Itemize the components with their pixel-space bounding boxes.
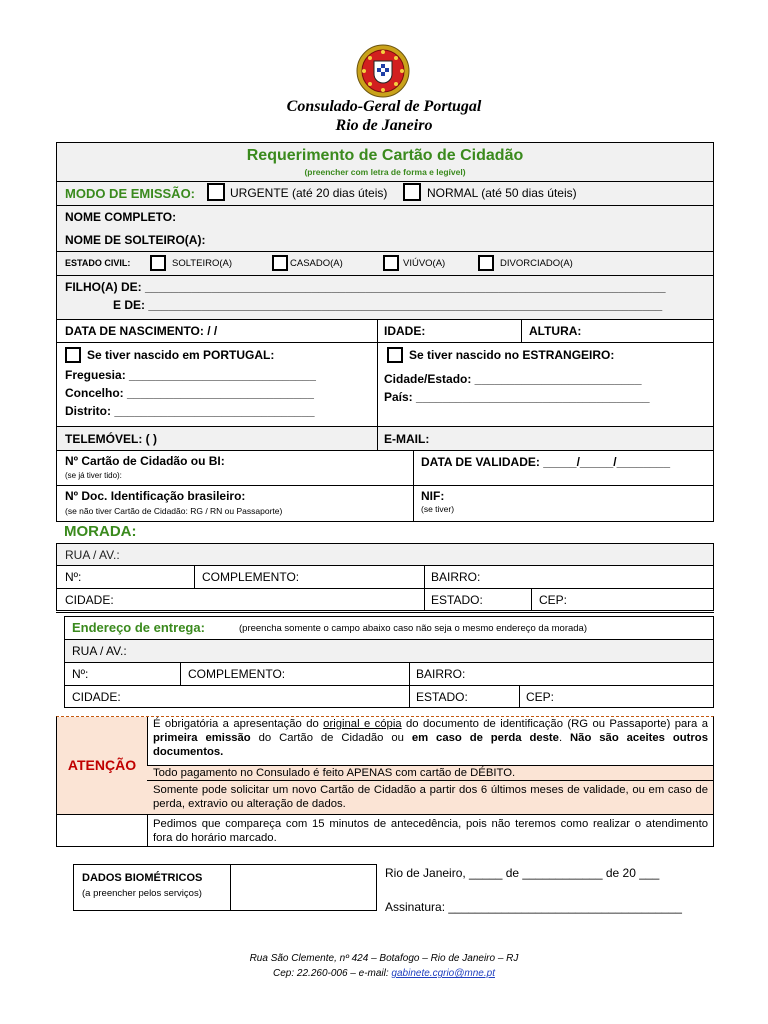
- footer-email-link[interactable]: gabinete.cgrio@mne.pt: [391, 968, 495, 979]
- nome-row: [57, 205, 713, 251]
- naturalidade-row: [57, 342, 713, 426]
- estrangeiro-label: Se tiver nascido no ESTRANGEIRO:: [409, 348, 615, 362]
- casado-label: CASADO(A): [290, 258, 343, 269]
- morada-bairro-label[interactable]: BAIRRO:: [431, 570, 481, 584]
- altura-label[interactable]: ALTURA:: [529, 324, 582, 338]
- atencao-p3: Somente pode solicitar um novo Cartão de Cidadão a partir dos 6 últimos meses de validade, ou em caso de perda, extravio ou alteração de dados.: [153, 784, 708, 810]
- biometricos-note: (a preencher pelos serviços): [82, 888, 202, 899]
- divorciado-checkbox[interactable]: [478, 255, 494, 271]
- data-nascimento-label[interactable]: DATA DE NASCIMENTO: / /: [65, 324, 218, 338]
- entrega-numero-row: [65, 662, 713, 685]
- form-main-section: [56, 142, 714, 522]
- morada-title: MORADA:: [64, 523, 137, 540]
- validade-line[interactable]: DATA DE VALIDADE: _____/_____/________: [421, 455, 671, 469]
- telemovel-label[interactable]: TELEMÓVEL: ( ): [65, 432, 157, 446]
- atencao-p4-cell: [147, 814, 713, 847]
- morada-rua-row: [56, 543, 714, 565]
- portugal-coat-of-arms-icon: [356, 44, 410, 98]
- consulate-name: Consulado-Geral de Portugal: [286, 98, 482, 115]
- urgente-checkbox[interactable]: [207, 183, 225, 201]
- entrega-rua-label[interactable]: RUA / AV.:: [72, 644, 127, 658]
- cartao-row: [57, 450, 713, 485]
- nome-solteiro-label: NOME DE SOLTEIRO(A):: [65, 233, 206, 247]
- nascimento-row: [57, 319, 713, 342]
- estado-civil-label: ESTADO CIVIL:: [65, 258, 131, 268]
- entrega-cep-label[interactable]: CEP:: [526, 690, 555, 704]
- idade-label[interactable]: IDADE:: [384, 324, 426, 338]
- morada-estado-label[interactable]: ESTADO:: [431, 593, 483, 607]
- morada-numero-label[interactable]: Nº:: [65, 570, 82, 584]
- morada-complemento-label[interactable]: COMPLEMENTO:: [202, 570, 300, 584]
- form-subtitle: (preencher com letra de forma e legível): [304, 167, 466, 177]
- entrega-note: (preencha somente o campo abaixo caso não seja o mesmo endereço da morada): [239, 623, 588, 634]
- entrega-cidade-row: [65, 685, 713, 707]
- doc-brasileiro-label[interactable]: Nº Doc. Identificação brasileiro:: [65, 489, 246, 503]
- atencao-p1: É obrigatória a apresentação do original e cópia do documento de identificação (RG ou Passaporte) para a primeira emissão do Cartão de Cidadão ou em caso de perda deste. Não são aceites outros documentos.: [153, 718, 708, 758]
- estado-civil-row: [57, 251, 713, 275]
- solteiro-label: SOLTEIRO(A): [172, 258, 232, 269]
- viuvo-checkbox[interactable]: [383, 255, 399, 271]
- atencao-label-cell: [57, 717, 148, 814]
- morada-cidade-label[interactable]: CIDADE:: [65, 593, 114, 607]
- entrega-rua-row: [65, 639, 713, 662]
- assinatura-line[interactable]: Assinatura: ___________________________________: [385, 900, 682, 914]
- e-de-line[interactable]: E DE: _____________________________________________________________________________: [113, 298, 663, 312]
- viuvo-label: VIÚVO(A): [403, 258, 446, 269]
- footer-address: Rua São Clemente, nº 424 – Botafogo – Rio de Janeiro – RJ: [249, 953, 519, 964]
- divorciado-label: DIVORCIADO(A): [500, 258, 573, 269]
- form-title: Requerimento de Cartão de Cidadão: [246, 147, 524, 164]
- modo-emissao-row: [57, 181, 713, 205]
- cartao-label[interactable]: Nº Cartão de Cidadão ou BI:: [65, 454, 225, 468]
- doc-row: [57, 485, 713, 521]
- contacto-row: [57, 426, 713, 450]
- portugal-label: Se tiver nascido em PORTUGAL:: [87, 348, 275, 362]
- biometricos-box: [73, 864, 377, 911]
- atencao-p2-cell: [147, 765, 713, 781]
- atencao-p3-cell: [147, 780, 713, 815]
- consulate-city: Rio de Janeiro: [335, 117, 433, 134]
- atencao-p4: Pedimos que compareça com 15 minutos de antecedência, pois não teremos como realizar o atendimento fora do horário marcado.: [153, 818, 708, 844]
- nif-note: (se tiver): [421, 504, 455, 514]
- morada-cidade-row: [56, 588, 714, 611]
- pais-line[interactable]: País: ___________________________________: [384, 390, 650, 404]
- solteiro-checkbox[interactable]: [150, 255, 166, 271]
- normal-label: NORMAL (até 50 dias úteis): [427, 186, 577, 200]
- atencao-label: ATENÇÃO: [67, 757, 137, 773]
- freguesia-line[interactable]: Freguesia: ____________________________: [65, 368, 316, 382]
- form-title-row: [57, 143, 713, 181]
- entrega-numero-label[interactable]: Nº:: [72, 667, 89, 681]
- doc-brasileiro-note: (se não tiver Cartão de Cidadão: RG / RN ou Passaporte): [65, 506, 283, 516]
- atencao-section: [56, 716, 714, 847]
- distrito-line[interactable]: Distrito: ______________________________: [65, 404, 315, 418]
- entrega-complemento-label[interactable]: COMPLEMENTO:: [188, 667, 286, 681]
- morada-numero-row: [56, 565, 714, 588]
- morada-rua-label[interactable]: RUA / AV.:: [65, 548, 120, 562]
- atencao-p2: Todo pagamento no Consulado é feito APENAS com cartão de DÉBITO.: [153, 767, 516, 779]
- entrega-bairro-label[interactable]: BAIRRO:: [416, 667, 466, 681]
- portugal-checkbox[interactable]: [65, 347, 81, 363]
- estrangeiro-checkbox[interactable]: [387, 347, 403, 363]
- footer-contact: Cep: 22.260-006 – e-mail: gabinete.cgrio@mne.pt: [273, 968, 495, 979]
- morada-cep-label[interactable]: CEP:: [539, 593, 568, 607]
- modo-emissao-label: MODO DE EMISSÃO:: [65, 186, 196, 201]
- filiacao-row: [57, 275, 713, 319]
- urgente-label: URGENTE (até 20 dias úteis): [230, 186, 388, 200]
- email-label[interactable]: E-MAIL:: [384, 432, 430, 446]
- cartao-note: (se já tiver tido):: [65, 471, 122, 480]
- morada-section: [56, 521, 714, 613]
- normal-checkbox[interactable]: [403, 183, 421, 201]
- filho-de-line[interactable]: FILHO(A) DE: ______________________________________________________________________________: [65, 280, 666, 294]
- entrega-estado-label[interactable]: ESTADO:: [416, 690, 468, 704]
- casado-checkbox[interactable]: [272, 255, 288, 271]
- biometricos-label: DADOS BIOMÉTRICOS: [82, 872, 203, 884]
- entrega-title: Endereço de entrega:: [72, 620, 205, 635]
- atencao-empty-cell: [57, 814, 148, 847]
- entrega-cidade-label[interactable]: CIDADE:: [72, 690, 121, 704]
- concelho-line[interactable]: Concelho: ____________________________: [65, 386, 314, 400]
- nome-completo-label: NOME COMPLETO:: [65, 210, 177, 224]
- nif-label[interactable]: NIF:: [421, 489, 445, 503]
- entrega-section: [64, 616, 714, 708]
- data-local-line[interactable]: Rio de Janeiro, _____ de ____________ de 20 ___: [385, 866, 660, 880]
- cidade-estado-line[interactable]: Cidade/Estado: _________________________: [384, 372, 642, 386]
